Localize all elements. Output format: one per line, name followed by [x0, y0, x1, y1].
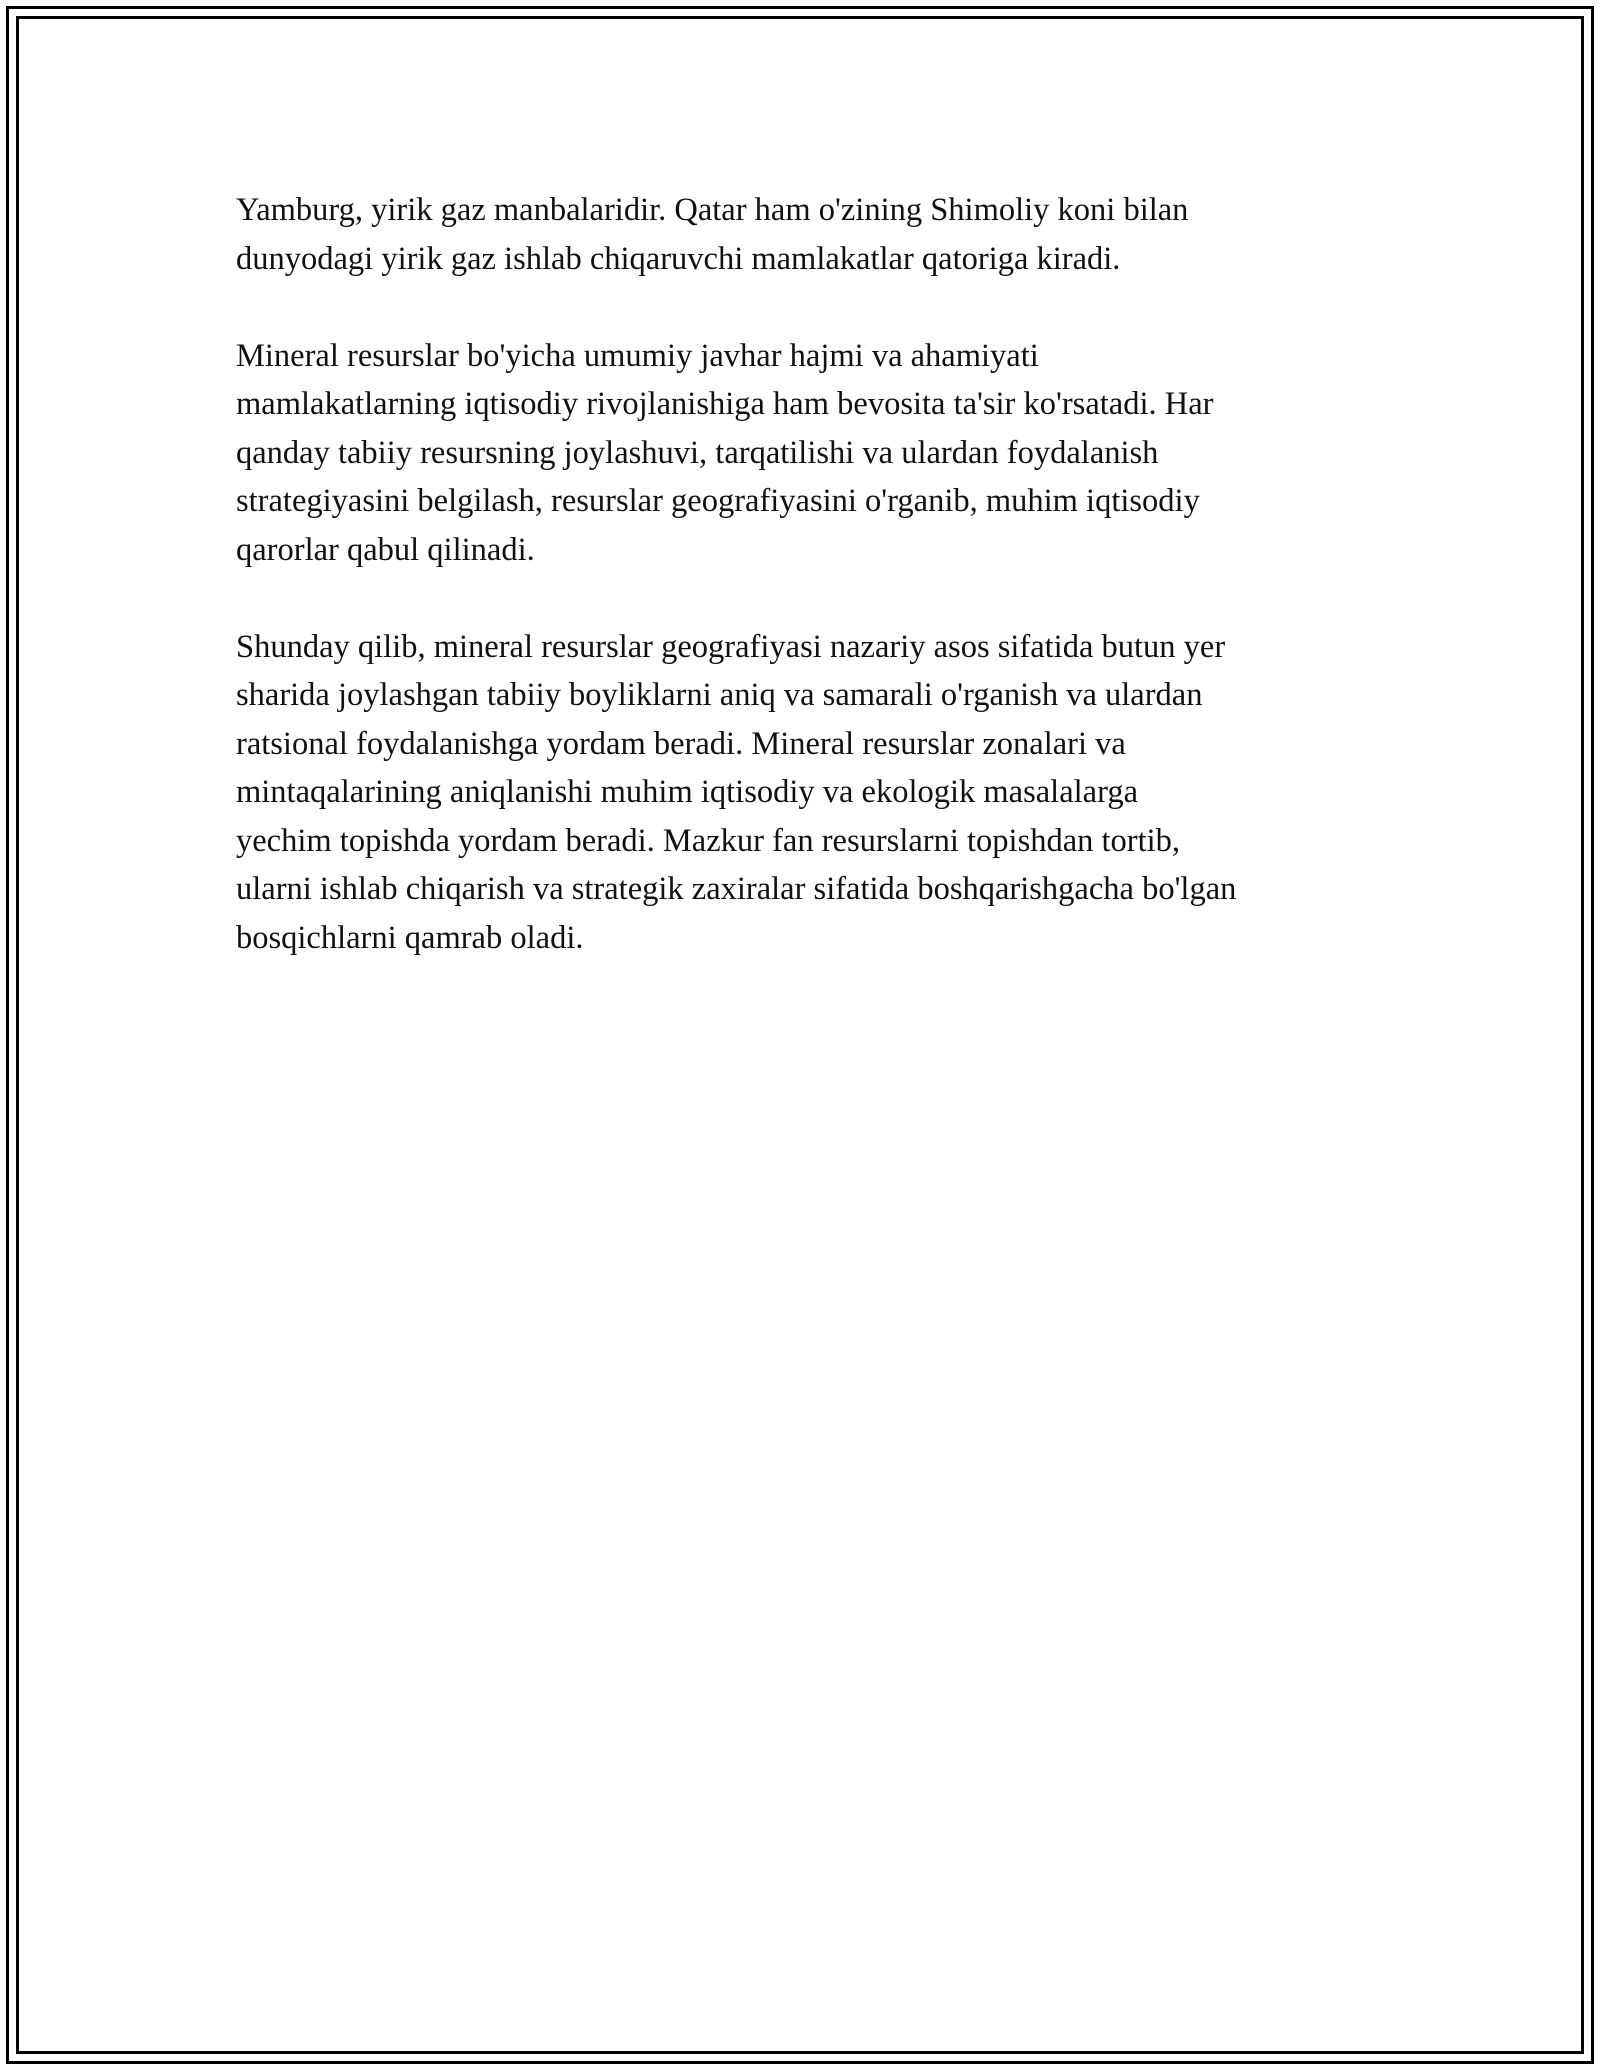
- paragraph-1: Yamburg, yirik gaz manbalaridir. Qatar ham o'zining Shimoliy koni bilan dunyodagi yirik gaz ishlab chiqaruvchi mamlakatlar qatoriga kiradi.: [236, 192, 1189, 277]
- paragraph-3: Shunday qilib, mineral resurslar geografiyasi nazariy asos sifatida butun yer sharida joylashgan tabiiy boyliklarni aniq va samarali o'rganish va ulardan ratsional foydalanishga yordam beradi. Mineral resurslar zonalari va mintaqalarining aniqlanishi muhim iqtisodiy va ekologik masalalarga yechim topishda yordam beradi. Mazkur fan resurslarni topishdan tortib, ularni ishlab chiqarish va strategik zaxiralar sifatida boshqarishgacha bo'lgan bosqichlarni qamrab oladi.: [236, 628, 1237, 956]
- paragraph-2: Mineral resurslar bo'yicha umumiy javhar hajmi va ahamiyati mamlakatlarning iqtisodiy rivojlanishiga ham bevosita ta'sir ko'rsatadi. Har qanday tabiiy resursning joylashuvi, tarqatilishi va ulardan foydalanish strategiyasini belgilash, resurslar geografiyasini o'rganib, muhim iqtisodiy qarorlar qabul qilinadi.: [236, 337, 1214, 568]
- document-body: [236, 186, 1396, 1011]
